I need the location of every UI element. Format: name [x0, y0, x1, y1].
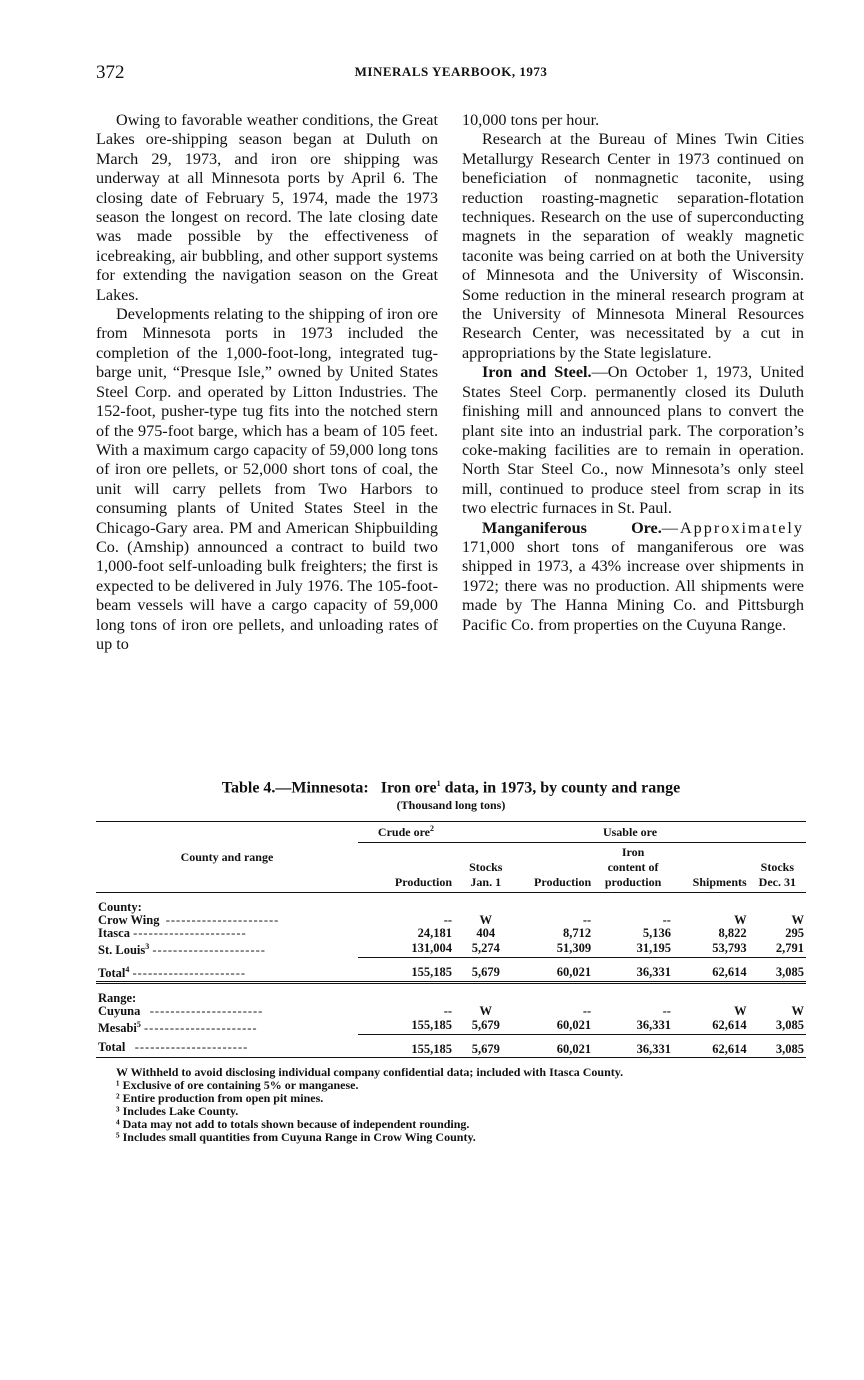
column-header-stub: County and range: [96, 822, 358, 893]
table-section: [96, 779, 806, 1144]
group-label: County:: [98, 900, 142, 915]
paragraph: 10,000 tons per hour.: [462, 111, 600, 129]
table-footnotes: [96, 1066, 806, 1144]
right-column: [462, 111, 804, 635]
column-header: Stocks Dec. 31: [749, 843, 806, 893]
table-row: St. Louis$^3$ ---------------------- 131,004 5,274 51,309 31,195 53,793 2,791: [98, 941, 804, 958]
footnote: W Withheld to avoid disclosing individual company confidential data; included with Itasca County.: [116, 1064, 624, 1079]
left-column: [96, 111, 438, 654]
table-row: Mesabi$^5$ ---------------------- 155,185 5,679 60,021 36,331 62,614 3,085: [98, 1018, 804, 1035]
column-header: Shipments: [673, 843, 749, 893]
paragraph: Research at the Bureau of Mines Twin Cities Metallurgy Research Center in 1973 continued on beneficiation of nonmagnetic taconite, using reduction roasting-magnetic separation-flotation techniques. Research on the use of superconducting magnets in the separation of weakly magnetic taconite was being carried on at both the University of Minnesota and the University of Wisconsin. Some reduction in the mineral research program at the University of Minnesota Mineral Resources Research Center, was necessitated by a cut in appropriations by the State legislature.: [462, 130, 804, 362]
page-header: [96, 62, 806, 86]
paragraph: [462, 363, 804, 518]
table-row: Itasca ---------------------- 24,181 404 8,712 5,136 8,822 295: [98, 926, 804, 941]
paragraph-text: —Approximately: [661, 518, 804, 537]
paragraph: Developments relating to the shipping of iron ore from Minnesota ports in 1973 included the completion of the 1,000-foot-long, integrated tug-barge unit, “Presque Isle,” owned by United States Steel Corp. and operated by Litton Industries. The 152-foot, pusher-type tug fits into the notched stern of the 975-foot barge, which has a beam of 105 feet. With a maximum cargo capacity of 59,000 long tons of iron ore pellets, or 52,000 short tons of coal, the unit will carry pellets from Two Harbors to consuming plants of United States Steel in the Chicago-Gary area. PM and American Shipbuilding Co. (Amship) announced a contract to build two 1,000-foot self-unloading bulk freighters; the first is expected to be delivered in July 1976. The 105-foot-beam vessels will have a cargo capacity of 59,000 long tons of iron ore pellets, and unloading rates of up to: [96, 305, 438, 653]
footnote: ¹ Exclusive of ore containing 5% or manganese.: [116, 1077, 359, 1092]
footnote: ² Entire production from open pit mines.: [116, 1090, 324, 1105]
table-row: Crow Wing ---------------------- -- W -- -- W W: [98, 913, 804, 928]
page-number: 372: [96, 62, 125, 83]
footnote: ⁵ Includes small quantities from Cuyuna Range in Crow Wing County.: [116, 1129, 476, 1144]
column-header: Production: [358, 843, 454, 893]
column-header: Production: [517, 843, 593, 893]
column-header: Iron content of production: [593, 843, 673, 893]
total-row: Total ---------------------- 155,185 5,679 60,021 36,331 62,614 3,085: [96, 1035, 806, 1058]
footnote: ⁴ Data may not add to totals shown because of independent rounding.: [116, 1116, 470, 1131]
table-subtitle: (Thousand long tons): [396, 798, 506, 813]
column-header: Stocks Jan. 1: [454, 843, 517, 893]
paragraph-text: —On October 1, 1973, United States Steel Corp. permanently closed its Duluth finishing mill and announced plans to convert the plant site into an industrial park. The corporation’s coke-making facilities are to remain in operation. North Star Steel Co., now Minnesota’s only steel mill, continued to produce steel from scrap in its two electric furnaces in St. Paul.: [462, 363, 804, 518]
paragraph: Owing to favorable weather conditions, the Great Lakes ore-shipping season began at Duluth on March 29, 1973, and iron ore shipping was underway at all Minnesota ports by April 6. The closing date of February 5, 1974, made the 1973 season the longest on record. The late closing date was made possible by the effectiveness of icebreaking, air bubbling, and other support systems for extending the navigation season on the Great Lakes.: [96, 111, 438, 304]
paragraph: [462, 519, 804, 635]
footnote: ³ Includes Lake County.: [116, 1103, 239, 1118]
column-group-usable: Usable ore: [454, 822, 806, 843]
paragraph-text: 171,000 short tons of manganiferous ore was shipped in 1973, a 43% increase over shipments in 1972; there was no production. All shipments were made by The Hanna Mining Co. and Pittsburgh Pacific Co. from properties on the Cuyuna Range.: [462, 537, 804, 634]
running-head: MINERALS YEARBOOK, 1973: [354, 64, 548, 79]
data-table: [96, 821, 806, 1057]
group-label: Range:: [98, 990, 137, 1005]
table-title: Table 4.—Minnesota: Iron ore$^1$ data, in 1973, by county and range: [221, 779, 681, 797]
section-run-in-heading: Manganiferous Ore.: [482, 518, 662, 537]
table-row: Cuyuna ---------------------- -- W -- -- W W: [98, 1003, 804, 1018]
section-run-in-heading: Iron and Steel.: [482, 363, 592, 382]
column-group-crude: Crude ore$^2$: [358, 822, 454, 843]
total-row: Total$^4$ ---------------------- 155,185 5,679 60,021 36,331 62,614 3,085: [96, 957, 806, 982]
